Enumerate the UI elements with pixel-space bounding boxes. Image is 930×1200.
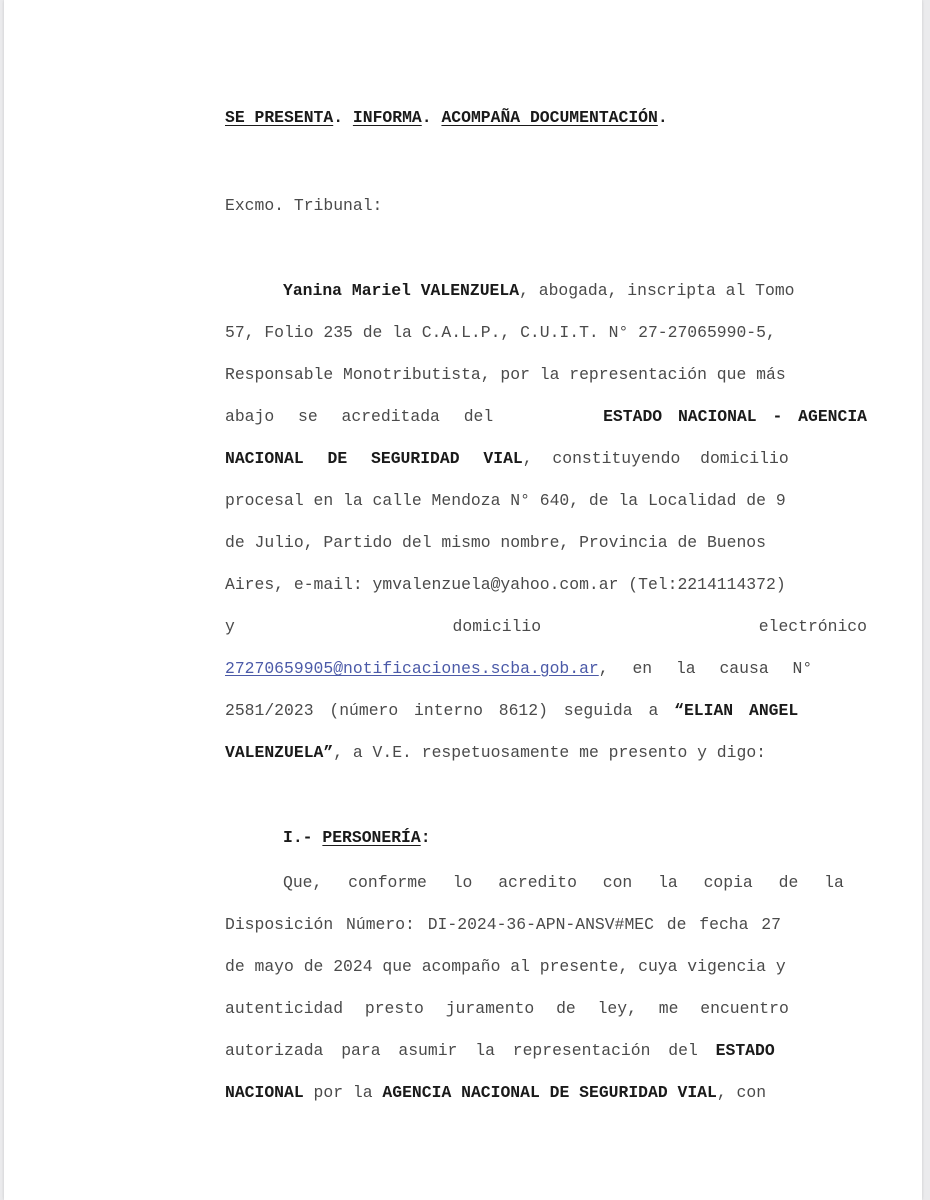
intro-line-11: 2581/2023 (número interno 8612) seguida a “ELIAN ANGEL	[225, 701, 799, 720]
personeria-line-6: NACIONAL por la AGENCIA NACIONAL DE SEGURIDAD VIAL, con	[225, 1083, 767, 1102]
intro-line-7: de Julio, Partido del mismo nombre, Provincia de Buenos	[225, 533, 766, 552]
document-title: SE PRESENTA. INFORMA. ACOMPAÑA DOCUMENTACIÓN.	[225, 108, 668, 127]
personeria-line-5: autorizada para asumir la representación del ESTADO	[225, 1041, 775, 1060]
personeria-line-4: autenticidad presto juramento de ley, me encuentro	[225, 999, 789, 1018]
intro-paragraph	[225, 270, 867, 774]
greeting: Excmo. Tribunal:	[225, 196, 383, 215]
intro-line-12: VALENZUELA”, a V.E. respetuosamente me presento y digo:	[225, 743, 766, 762]
intro-line-5: NACIONAL DE SEGURIDAD VIAL, constituyendo domicilio	[225, 449, 789, 468]
document-page	[4, 0, 922, 1200]
personeria-line-1: Que, conforme lo acredito con la copia de la	[283, 873, 844, 892]
title-part-informa: INFORMA	[352, 108, 422, 127]
intro-line-2: 57, Folio 235 de la C.A.L.P., C.U.I.T. N° 27-27065990-5,	[225, 323, 776, 342]
title-part-presenta: SE PRESENTA	[225, 108, 334, 127]
personeria-line-3: de mayo de 2024 que acompaño al presente, cuya vigencia y	[225, 957, 786, 976]
personeria-line-2: Disposición Número: DI-2024-36-APN-ANSV#MEC de fecha 27	[225, 915, 781, 934]
section-personeria-title: I.- PERSONERÍA:	[283, 828, 431, 847]
intro-line-1: Yanina Mariel VALENZUELA, abogada, inscripta al Tomo	[283, 281, 795, 300]
intro-line-9: y domicilio electrónico	[225, 617, 867, 636]
electronic-domicile-link[interactable]: 27270659905@notificaciones.scba.gob.ar	[225, 659, 599, 678]
intro-line-10: 27270659905@notificaciones.scba.gob.ar, en la causa N°	[225, 659, 813, 678]
intro-line-6: procesal en la calle Mendoza N° 640, de la Localidad de 9	[225, 491, 786, 510]
intro-line-8: Aires, e-mail: ymvalenzuela@yahoo.com.ar (Tel:2214114372)	[225, 575, 786, 594]
intro-line-4: abajo se acreditada del ESTADO NACIONAL - AGENCIA	[225, 407, 867, 426]
personeria-paragraph	[225, 862, 867, 1114]
intro-line-3: Responsable Monotributista, por la representación que más	[225, 365, 786, 384]
title-part-acompana: ACOMPAÑA DOCUMENTACIÓN	[441, 108, 658, 127]
